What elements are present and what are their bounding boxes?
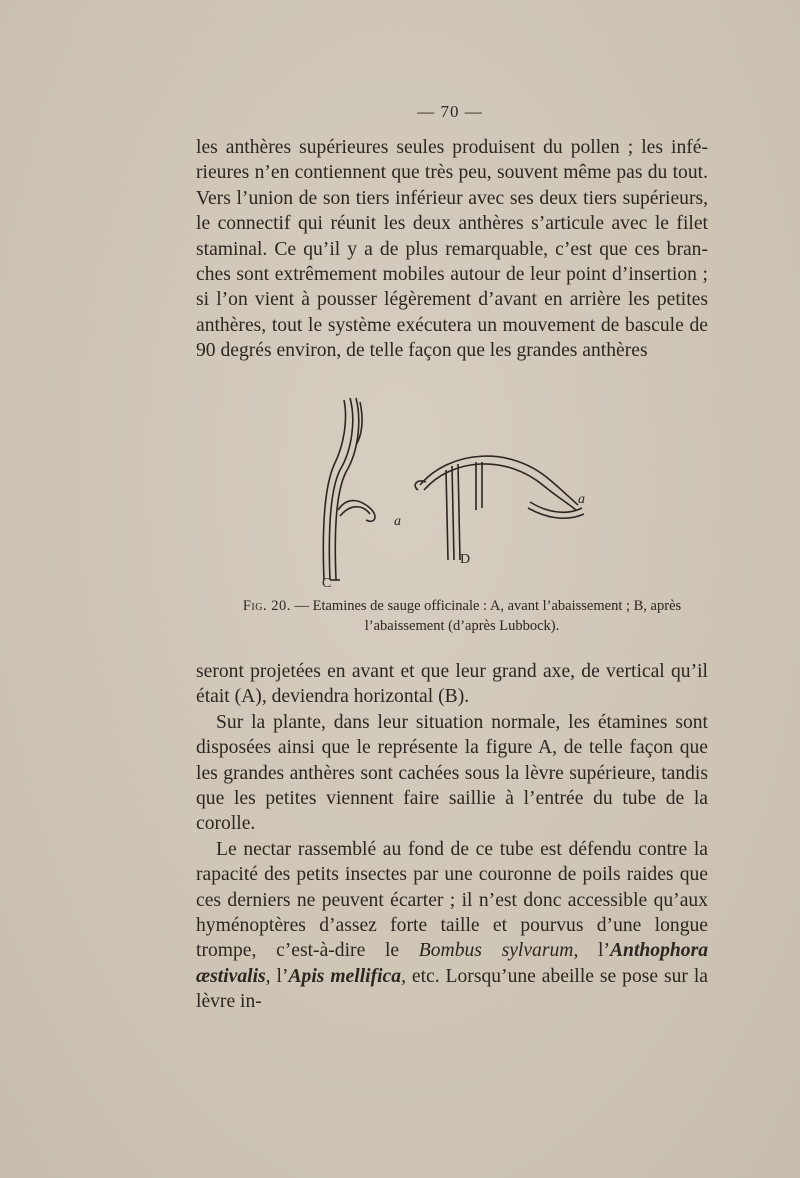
figure-caption: [232, 596, 692, 636]
figure-label-a2: a: [578, 492, 585, 507]
stamen-illustration: [300, 390, 620, 600]
separator: , l’: [573, 940, 610, 962]
paragraph: seront projetées en avant et que leur grand axe, de vertical qu’il était (A), deviendra horizontal (B).: [196, 661, 708, 708]
paragraph: [196, 837, 708, 1015]
species-name: Anthophora æstivalis: [196, 940, 709, 987]
caption-text: — Etamines de sauge officinale : A, avant l’abaissement ; B, après l’abaissement (d’après Lubbock).: [294, 598, 682, 634]
text-block-top: [196, 135, 708, 364]
species-name: Bombus sylvarum: [418, 940, 574, 962]
species-name: Apis mellifica: [288, 965, 402, 987]
text-block-bottom: [196, 659, 708, 1015]
figure-label-d: D: [460, 552, 471, 567]
paragraph: Sur la plante, dans leur situation normale, les étamines sont disposées ainsi que le représente la figure A, de telle façon que les grandes anthères sont cachées sous la lèvre supérieure, tandis que les petites viennent faire saillie à l’entrée du tube de la corolle.: [196, 711, 708, 835]
figure-label-a: a: [394, 514, 401, 529]
figure-label-c: C: [322, 576, 332, 591]
caption-figure-label: Fig. 20.: [242, 598, 291, 614]
stamen-figure: [300, 390, 620, 600]
page-number: — 70 —: [417, 102, 483, 121]
separator: ,: [265, 965, 271, 987]
paragraph-text: Le nectar rassemblé au fond de ce tube est défendu contre la rapacité des petits insectes par une couronne de poils raides que ces derniers ne peuvent écarter ; il n’est donc accessible qu’aux hyménoptères d’assez forte taille et pourvus d’une longue trompe, c’est-à-dire le: [196, 838, 708, 962]
paragraph-text: , etc. Lorsqu’une abeille se pose sur la lèvre in-: [196, 965, 708, 1013]
article: l’: [276, 965, 289, 987]
paragraph: les anthères supérieures seules produisent du pollen ; les infé-rieures n’en contiennent que très peu, souvent même pas du tout. Vers l’union de son tiers inférieur avec ses deux tiers supérieurs, le connectif qui réunit les deux anthères s’articule avec le filet staminal. Ce qu’il y a de plus remarquable, c’est que ces bran-ches sont extrêmement mobiles autour de leur point d’insertion ; si l’on vient à pousser légèrement d’avant en arrière les petites anthères, tout le système exécutera un mouvement de bascule de 90 degrés environ, de telle façon que les grandes anthères: [196, 137, 708, 362]
